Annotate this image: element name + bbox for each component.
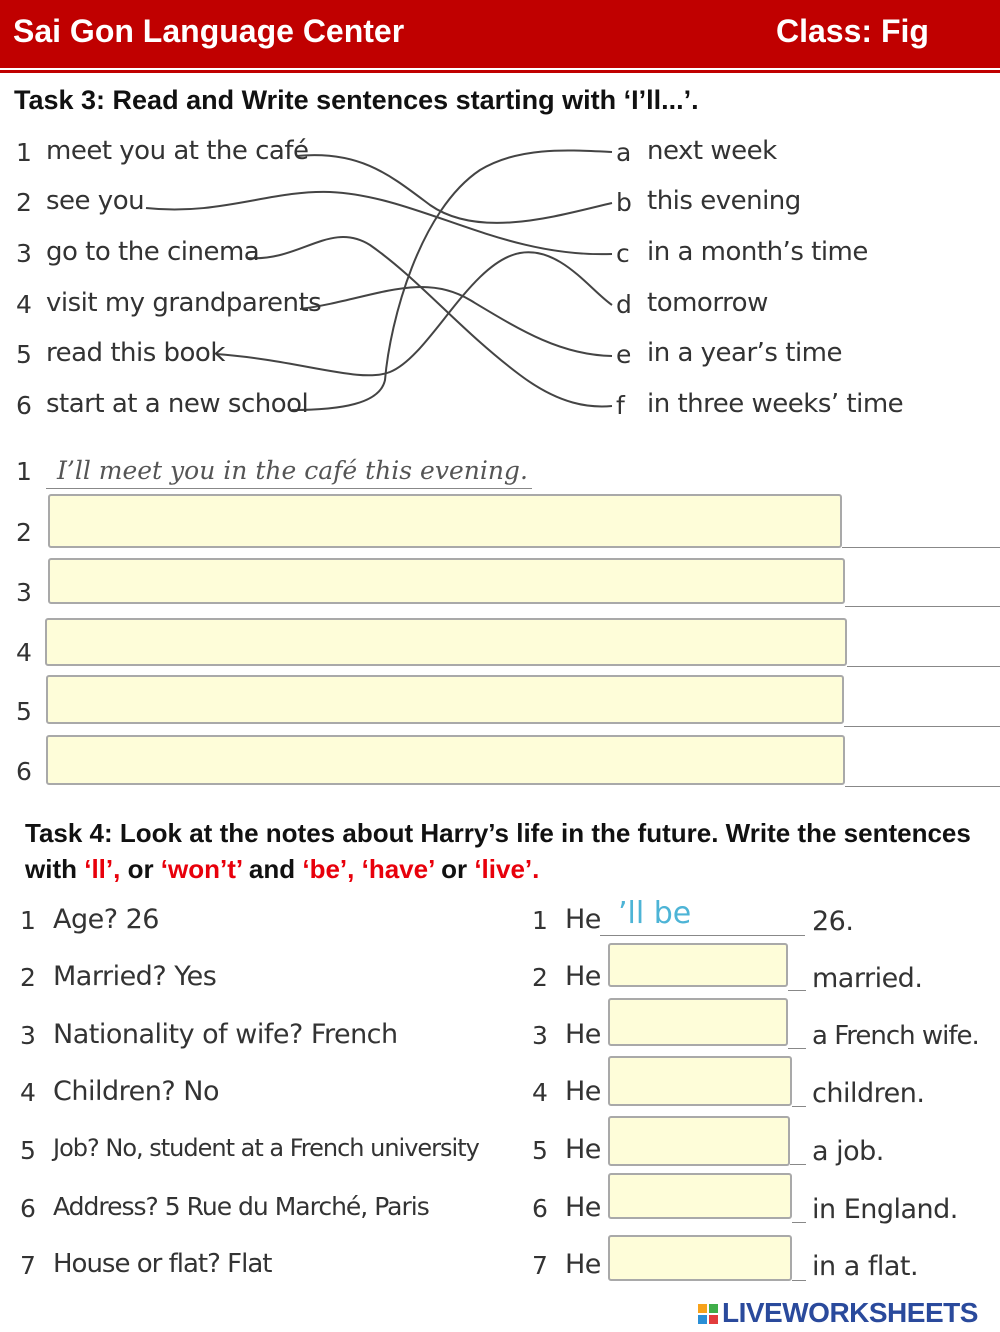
item-letter: f bbox=[616, 391, 625, 420]
answer-number: 2 bbox=[16, 518, 32, 547]
item-text: next week bbox=[647, 136, 777, 166]
task3-title: Task 3: Read and Write sentences starting with ‘I’ll...’. bbox=[14, 85, 699, 115]
task4-answer-7[interactable] bbox=[608, 1235, 792, 1281]
item-text: tomorrow bbox=[647, 288, 768, 318]
sentence-ending: 26. bbox=[812, 906, 854, 937]
sentence-ending: a job. bbox=[812, 1136, 884, 1167]
keyword-ll: ‘ll’, bbox=[84, 854, 121, 884]
task3-answer-2[interactable] bbox=[48, 494, 842, 548]
match-line-3-f bbox=[248, 237, 612, 406]
sentence-ending: children. bbox=[812, 1078, 925, 1109]
sentence-number: 6 bbox=[532, 1194, 548, 1223]
liveworksheets-logo bbox=[698, 1297, 978, 1329]
title-and: and bbox=[241, 854, 303, 884]
keyword-wont: ‘won’t’ bbox=[160, 854, 242, 884]
task4-answer-2[interactable] bbox=[608, 943, 788, 987]
item-text: in three weeks’ time bbox=[647, 389, 904, 419]
answer-number: 4 bbox=[16, 638, 32, 667]
item-text: this evening bbox=[647, 186, 801, 216]
sentence-number: 3 bbox=[532, 1021, 548, 1050]
answer-rule bbox=[600, 935, 805, 936]
note-text: House or flat? Flat bbox=[53, 1249, 272, 1279]
note-number: 5 bbox=[20, 1136, 36, 1165]
sentence-ending: in England. bbox=[812, 1194, 958, 1225]
keyword-be-have: ‘be’, ‘have’ bbox=[302, 854, 434, 884]
answer-rule bbox=[790, 1164, 806, 1165]
item-letter: a bbox=[616, 138, 632, 167]
task4-title-text: Task 4: Look at the notes about Harry’s life in the future. Write the sentences with bbox=[25, 818, 971, 884]
item-text: go to the cinema bbox=[46, 237, 260, 267]
item-letter: e bbox=[616, 340, 632, 369]
note-number: 1 bbox=[20, 906, 36, 935]
title-or: or bbox=[120, 854, 161, 884]
title-or: or bbox=[433, 854, 475, 884]
answer-rule bbox=[792, 1222, 806, 1223]
note-number: 2 bbox=[20, 963, 36, 992]
logo-text: LIVEWORKSHEETS bbox=[722, 1297, 978, 1328]
sentence-subject: He bbox=[565, 1019, 601, 1050]
sentence-number: 7 bbox=[532, 1251, 548, 1280]
item-number: 3 bbox=[16, 239, 32, 268]
example-sentence: I’ll meet you in the café this evening. bbox=[57, 456, 528, 485]
note-number: 4 bbox=[20, 1078, 36, 1107]
sentence-number: 2 bbox=[532, 963, 548, 992]
match-line-1-b bbox=[297, 155, 612, 223]
task4-title bbox=[25, 815, 985, 887]
answer-rule bbox=[792, 1280, 806, 1281]
task3-answer-3[interactable] bbox=[48, 558, 845, 604]
sentence-subject: He bbox=[565, 904, 601, 935]
sentence-number: 5 bbox=[532, 1136, 548, 1165]
sentence-number: 4 bbox=[532, 1078, 548, 1107]
item-text: visit my grandparents bbox=[46, 288, 322, 318]
item-text: meet you at the café bbox=[46, 136, 309, 166]
answer-rule bbox=[788, 990, 806, 991]
sentence-ending: in a flat. bbox=[812, 1251, 919, 1282]
example-rule bbox=[46, 488, 532, 489]
task4-answer-3[interactable] bbox=[608, 998, 788, 1046]
answer-rule bbox=[788, 1048, 806, 1049]
item-text: in a month’s time bbox=[647, 237, 868, 267]
answer-rule bbox=[845, 786, 1000, 787]
sentence-number: 1 bbox=[532, 906, 548, 935]
item-letter: d bbox=[616, 290, 632, 319]
task4-answer-5[interactable] bbox=[608, 1116, 790, 1166]
task3-answer-5[interactable] bbox=[46, 675, 844, 724]
note-number: 3 bbox=[20, 1021, 36, 1050]
note-text: Children? No bbox=[53, 1076, 219, 1107]
item-number: 4 bbox=[16, 290, 32, 319]
item-number: 5 bbox=[16, 340, 32, 369]
example-number: 1 bbox=[16, 457, 32, 486]
item-text: start at a new school bbox=[46, 389, 309, 419]
task3-answer-4[interactable] bbox=[45, 618, 847, 666]
task3-answer-6[interactable] bbox=[46, 735, 845, 785]
note-text: Job? No, student at a French university bbox=[53, 1134, 479, 1162]
answer-rule bbox=[792, 1106, 806, 1107]
task4-answer-4[interactable] bbox=[608, 1056, 792, 1106]
item-text: see you bbox=[46, 186, 145, 216]
center-name: Sai Gon Language Center bbox=[13, 13, 405, 49]
keyword-live: ‘live’. bbox=[474, 854, 540, 884]
item-number: 1 bbox=[16, 138, 32, 167]
note-text: Address? 5 Rue du Marché, Paris bbox=[53, 1192, 429, 1221]
example-answer: ’ll be bbox=[618, 896, 692, 931]
sentence-subject: He bbox=[565, 1076, 601, 1107]
matching-lines bbox=[0, 0, 1000, 440]
sentence-ending: married. bbox=[812, 963, 923, 994]
answer-rule bbox=[842, 547, 1000, 548]
task4-answer-6[interactable] bbox=[608, 1173, 792, 1219]
note-text: Nationality of wife? French bbox=[53, 1019, 398, 1050]
sentence-subject: He bbox=[565, 961, 601, 992]
liveworksheets-icon bbox=[698, 1304, 718, 1324]
sentence-ending: a French wife. bbox=[812, 1021, 979, 1051]
item-text: read this book bbox=[46, 338, 225, 368]
note-number: 6 bbox=[20, 1194, 36, 1223]
item-number: 6 bbox=[16, 391, 32, 420]
match-line-4-e bbox=[300, 287, 612, 356]
sentence-subject: He bbox=[565, 1134, 601, 1165]
item-text: in a year’s time bbox=[647, 338, 842, 368]
sentence-subject: He bbox=[565, 1192, 601, 1223]
answer-number: 5 bbox=[16, 697, 32, 726]
item-letter: b bbox=[616, 188, 632, 217]
sentence-subject: He bbox=[565, 1249, 601, 1280]
class-label: Class: Fig bbox=[776, 13, 929, 49]
answer-rule bbox=[847, 666, 1000, 667]
answer-number: 6 bbox=[16, 757, 32, 786]
match-line-6-a bbox=[292, 150, 612, 410]
note-text: Age? 26 bbox=[53, 904, 159, 935]
item-number: 2 bbox=[16, 188, 32, 217]
answer-number: 3 bbox=[16, 578, 32, 607]
note-text: Married? Yes bbox=[53, 961, 217, 992]
answer-rule bbox=[845, 606, 1000, 607]
note-number: 7 bbox=[20, 1251, 36, 1280]
answer-rule bbox=[844, 726, 1000, 727]
item-letter: c bbox=[616, 239, 630, 268]
